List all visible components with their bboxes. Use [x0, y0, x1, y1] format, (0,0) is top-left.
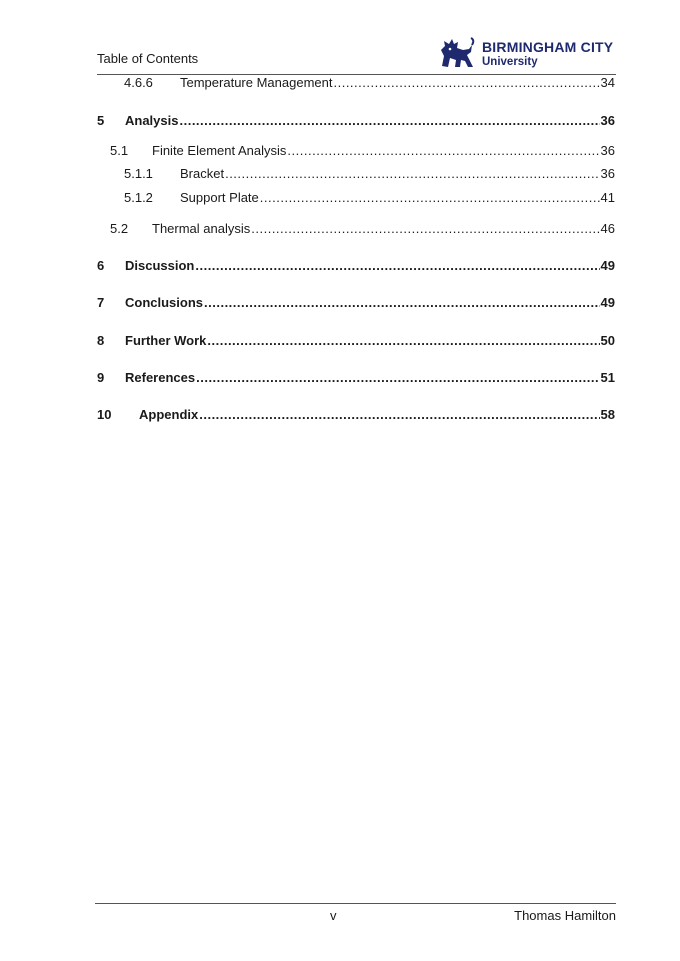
toc-leader	[333, 73, 599, 93]
toc-entry[interactable]	[97, 141, 615, 161]
toc-entry-number: 4.6.6	[124, 75, 153, 90]
toc-entry-page: 50	[600, 333, 615, 348]
toc-entry[interactable]	[97, 164, 615, 184]
author-name: Thomas Hamilton	[514, 908, 616, 923]
toc-entry-title: Support Plate	[180, 190, 259, 205]
toc-entry-number: 5.1.1	[124, 166, 153, 181]
toc-entry-page: 36	[600, 113, 615, 128]
toc-entry-title: Conclusions	[125, 295, 204, 310]
toc-entry-title: References	[125, 370, 196, 385]
logo-subtitle: University	[482, 56, 538, 68]
toc-entry-page: 46	[600, 221, 615, 236]
toc-entry-title: Analysis	[125, 113, 179, 128]
toc-entry-number: 10	[97, 407, 112, 422]
toc-entry-page: 36	[600, 166, 615, 181]
toc-entry[interactable]	[97, 111, 615, 131]
toc-entry-title: Appendix	[139, 407, 199, 422]
toc-leader	[195, 256, 599, 276]
toc-leader	[204, 293, 600, 313]
toc-leader	[260, 188, 600, 208]
toc-entry-page: 49	[600, 258, 615, 273]
toc-entry-number: 5.1	[110, 143, 129, 158]
toc-entry-title: Finite Element Analysis	[152, 143, 287, 158]
toc-entry-number: 9	[97, 370, 105, 385]
toc-entry-page: 36	[600, 143, 615, 158]
toc-entry-title: Bracket	[180, 166, 225, 181]
toc-entry-page: 34	[600, 75, 615, 90]
toc-entry-title: Thermal analysis	[152, 221, 251, 236]
toc-entry[interactable]	[97, 331, 615, 351]
toc-entry[interactable]	[97, 219, 615, 239]
page-header	[97, 36, 616, 75]
toc-entry-page: 49	[600, 295, 615, 310]
toc-entry-number: 7	[97, 295, 105, 310]
toc-entry-page: 58	[600, 407, 615, 422]
logo-name: BIRMINGHAM CITY	[482, 39, 614, 55]
toc-entry[interactable]	[97, 293, 615, 313]
toc-entry[interactable]	[97, 188, 615, 208]
toc-entry-number: 5.1.2	[124, 190, 153, 205]
header-title: Table of Contents	[97, 51, 199, 66]
toc-entry-number: 5.2	[110, 221, 129, 236]
toc-entry[interactable]	[97, 405, 615, 425]
toc-entry-number: 5	[97, 113, 105, 128]
lion-crest-icon	[436, 36, 476, 72]
toc-leader	[196, 368, 599, 388]
page-number: v	[330, 908, 337, 923]
toc-leader	[225, 164, 599, 184]
toc-leader	[179, 111, 599, 131]
toc-leader	[287, 141, 599, 161]
toc-entry[interactable]	[97, 73, 615, 93]
toc-leader	[251, 219, 599, 239]
toc-leader	[207, 331, 599, 351]
toc-entry[interactable]	[97, 368, 615, 388]
toc-leader	[199, 405, 599, 425]
page-footer	[95, 903, 616, 923]
toc-entry[interactable]	[97, 256, 615, 276]
toc-entry-page: 41	[600, 190, 615, 205]
university-logo	[436, 36, 616, 72]
toc-entry-title: Discussion	[125, 258, 195, 273]
toc-entry-page: 51	[600, 370, 615, 385]
toc-entry-title: Temperature Management	[180, 75, 333, 90]
toc-entry-number: 8	[97, 333, 105, 348]
toc-entry-title: Further Work	[125, 333, 207, 348]
toc-entry-number: 6	[97, 258, 105, 273]
